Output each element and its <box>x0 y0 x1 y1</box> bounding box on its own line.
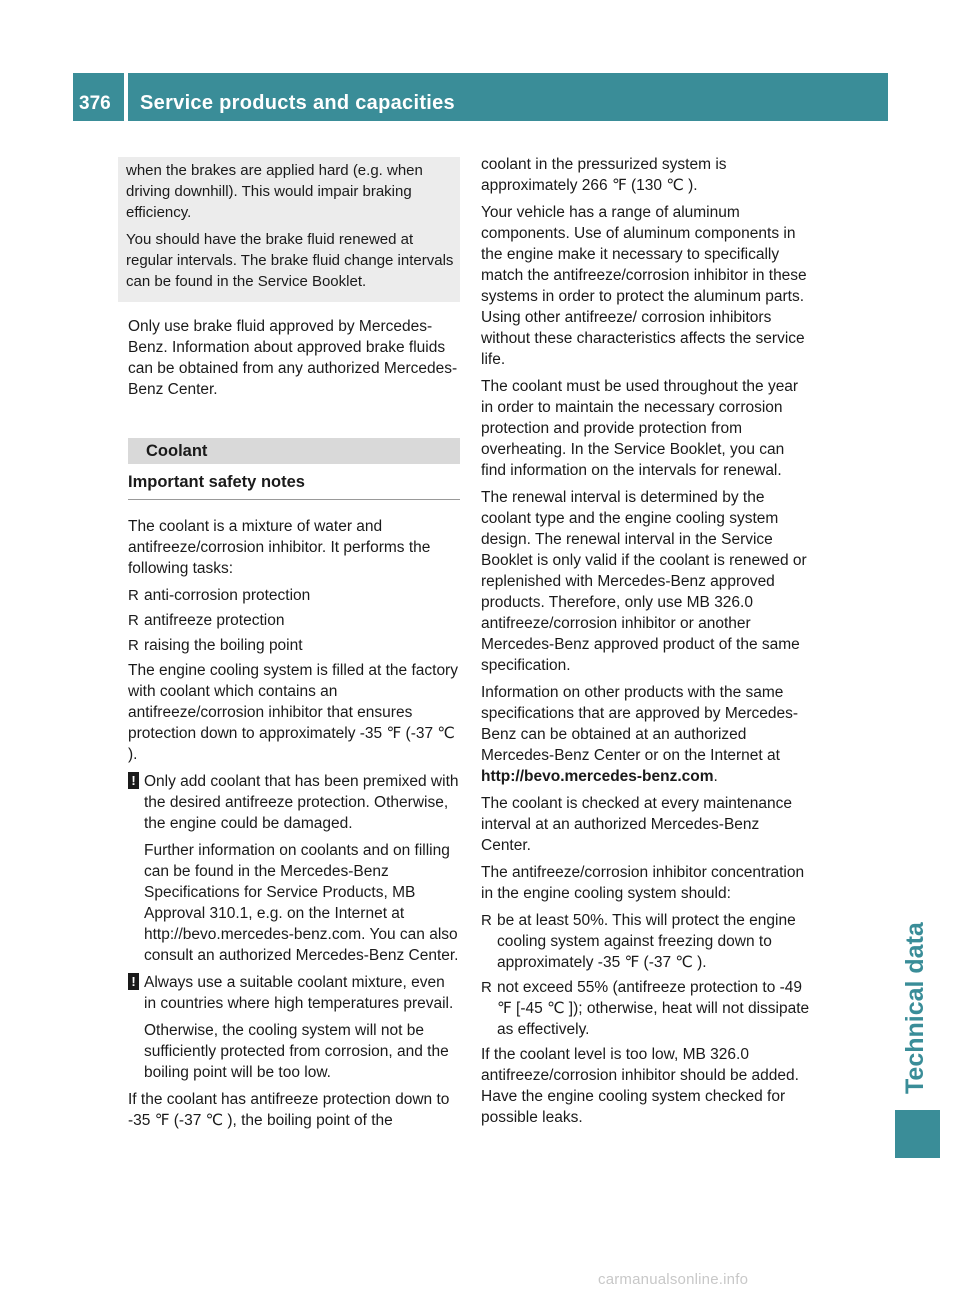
website-link[interactable]: http://bevo.mercedes-benz.com <box>481 768 714 785</box>
paragraph: The renewal interval is determined by the coolant type and the engine cooling system design. The renewal interval in the Service Booklet is only valid if the coolant is renewed or replenished with Mercedes-Benz approved products. Therefore, only use MB 326.0 antifreeze/corrosion inhibitor or another Mercedes-Benz approved product of the same specification. <box>481 489 807 674</box>
right-column <box>481 154 813 1134</box>
page-number-box <box>73 73 124 121</box>
bullet-icon: R <box>128 612 139 629</box>
chapter-side-tab <box>895 174 940 1094</box>
page-title: Service products and capacities <box>140 92 455 114</box>
paragraph: The antifreeze/corrosion inhibitor concentration in the engine cooling system should: <box>481 864 805 902</box>
bullet-icon: R <box>128 637 139 654</box>
warning-icon: ! <box>128 973 139 990</box>
paragraph: The coolant is a mixture of water and antifreeze/corrosion inhibitor. It performs the following tasks: <box>128 518 431 577</box>
subheading: Important safety notes <box>128 472 460 500</box>
left-column <box>128 157 460 1137</box>
section-heading-bar <box>128 438 460 464</box>
paragraph: Information on other products with the same specifications that are approved by Mercedes-Benz can be obtained at an authorized Mercedes-Benz Center or on the Internet at http://bevo.mercedes-benz.com. <box>481 684 799 785</box>
watermark: carmanualsonline.info <box>598 1271 749 1288</box>
paragraph: coolant in the pressurized system is approximately 266 ℉ (130 ℃ ). <box>481 156 727 194</box>
paragraph: Your vehicle has a range of aluminum components. Use of aluminum components in the engine make it necessary to specifically match the antifreeze/corrosion inhibitor in these systems in order to protect the aluminum parts. Using other antifreeze/ corrosion inhibitors without these characteristics affects the service life. <box>481 204 807 368</box>
list-item: R antifreeze protection <box>128 612 285 629</box>
paragraph: If the coolant level is too low, MB 326.0 antifreeze/corrosion inhibitor should be added. Have the engine cooling system checked for possible leaks. <box>481 1046 799 1126</box>
paragraph: If the coolant has antifreeze protection down to -35 ℉ (-37 ℃ ), the boiling point of the <box>128 1091 450 1129</box>
note-paragraph: You should have the brake fluid renewed at regular intervals. The brake fluid change intervals can be found in the Service Booklet. <box>126 231 454 290</box>
paragraph: The coolant must be used throughout the year in order to maintain the necessary corrosion protection and provide protection from overheating. In the Service Booklet, you can find information on the intervals for renewal. <box>481 378 799 479</box>
warning-icon: ! <box>128 772 139 789</box>
section-title: Coolant <box>146 442 208 460</box>
warning-continuation: Otherwise, the cooling system will not be sufficiently protected from corrosion, and the boiling point will be too low. <box>144 1022 449 1081</box>
paragraph: Only use brake fluid approved by Mercedes-Benz. Information about approved brake fluids can be obtained from any authorized Mercedes-Benz Center. <box>128 318 458 398</box>
paragraph: The coolant is checked at every maintenance interval at an authorized Mercedes-Benz Center. <box>481 795 793 854</box>
warning-note: ! Only add coolant that has been premixed with the desired antifreeze protection. Otherwise, the engine could be damaged. <box>128 771 460 834</box>
chapter-marker <box>895 1110 940 1158</box>
chapter-label: Technical data <box>901 922 929 1094</box>
page-number: 376 <box>79 93 111 114</box>
warning-continuation: Further information on coolants and on filling can be found in the Mercedes-Benz Specifications for Service Products, MB Approval 310.1, e.g. on the Internet at http://bevo.mercedes-benz.com. You can also consult an authorized Mercedes-Benz Center. <box>144 842 459 964</box>
list-item: R raising the boiling point <box>128 637 303 654</box>
paragraph: The engine cooling system is filled at the factory with coolant which contains an antifreeze/corrosion inhibitor that ensures protection down to approximately -35 ℉ (-37 ℃ ). <box>128 662 458 763</box>
list-item: R not exceed 55% (antifreeze protection to -49 ℉ [-45 ℃ ]); otherwise, heat will not dissipate as effectively. <box>481 979 810 1038</box>
list-item: R be at least 50%. This will protect the engine cooling system against freezing down to approximately -35 ℉ (-37 ℃ ). <box>481 912 796 971</box>
list-item: R anti-corrosion protection <box>128 587 311 604</box>
note-paragraph: when the brakes are applied hard (e.g. when driving downhill). This would impair braking efficiency. <box>126 162 423 221</box>
note-box <box>118 157 460 302</box>
bullet-icon: R <box>481 979 492 996</box>
warning-note: ! Always use a suitable coolant mixture, even in countries where high temperatures prevail. <box>128 972 460 1014</box>
header-bar <box>128 73 888 121</box>
bullet-icon: R <box>128 587 139 604</box>
bullet-icon: R <box>481 912 492 929</box>
